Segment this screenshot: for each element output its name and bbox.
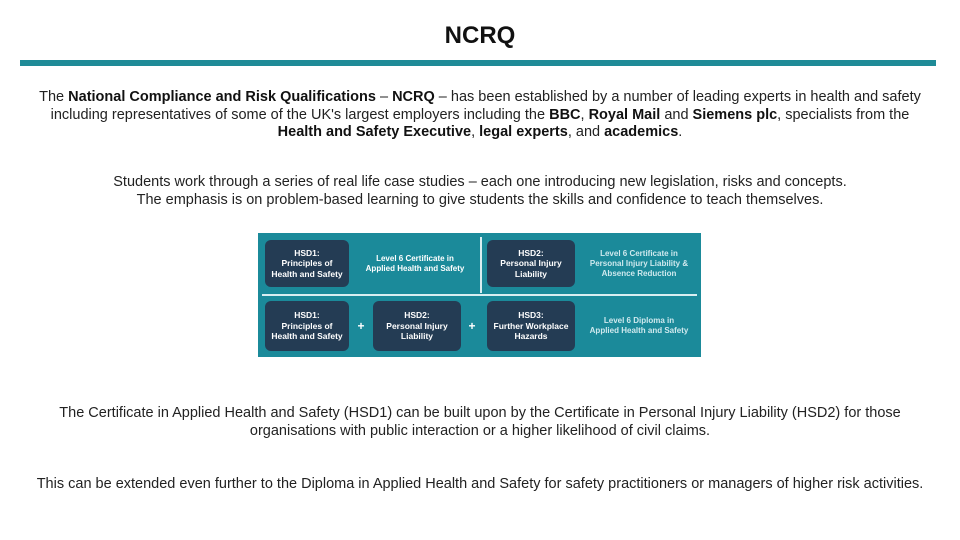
learning-paragraph: [30, 174, 930, 209]
module-box-hsd2: [487, 240, 575, 287]
certificate-label-personal-injury: [579, 240, 699, 287]
intro-bold-ncrq-full: National Compliance and Risk Qualifications: [68, 89, 376, 105]
module-title: Personal Injury: [386, 320, 448, 331]
module-code: HSD2:: [404, 310, 430, 321]
diagram-horizontal-divider: [262, 294, 697, 296]
plus-sign: +: [357, 319, 365, 333]
intro-text: , and: [567, 124, 605, 140]
intro-text: .: [678, 124, 683, 140]
diagram-vertical-divider: [480, 237, 482, 293]
module-title: Personal Injury: [500, 258, 562, 269]
module-code: HSD1:: [294, 310, 320, 321]
module-code: HSD3:: [518, 310, 544, 321]
page-title: NCRQ: [444, 22, 516, 49]
intro-text: ,: [580, 106, 589, 123]
intro-text: and: [660, 106, 693, 123]
intro-bold-ncrq: NCRQ: [392, 89, 435, 105]
module-box-hsd1: [265, 301, 349, 351]
learning-line: Students work through a series of real life case studies – each one introducing new legislation, risks and concepts.: [113, 174, 847, 190]
diploma-label: [579, 301, 699, 351]
module-title: Hazards: [514, 331, 548, 342]
module-code: HSD1:: [294, 247, 320, 258]
module-title: Liability: [400, 331, 434, 342]
module-code: HSD2:: [518, 247, 544, 258]
module-title: Further Workplace: [493, 320, 569, 331]
certificate-line: Absence Reduction: [601, 268, 677, 278]
module-box-hsd1: [265, 240, 349, 287]
certificate-label-applied: [355, 240, 475, 287]
plus-sign: +: [468, 319, 476, 333]
diploma-line: Applied Health and Safety: [589, 326, 689, 335]
module-title: Principles of: [281, 258, 333, 269]
intro-text: – has been established by a number of leading experts in health and safety including representatives of some of the UK's largest employers including the: [50, 89, 921, 123]
intro-text: , specialists from the: [777, 106, 910, 123]
intro-text: The: [39, 89, 69, 105]
intro-bold-siemens: Siemens plc: [692, 106, 778, 123]
certificate-line: Level 6 Certificate in: [600, 248, 678, 258]
certificate-line: Applied Health and Safety: [365, 263, 465, 273]
certificate-line: Level 6 Certificate in: [376, 253, 454, 263]
qualification-diagram: [258, 233, 701, 357]
module-title: Principles of: [281, 320, 333, 331]
intro-bold-legal: legal experts: [479, 124, 568, 140]
certificate-paragraph: The Certificate in Applied Health and Safety (HSD1) can be built upon by the Certificate in Personal Injury Liability (HSD2) for those organisations with public interaction or a higher likelihood of civil claims.: [59, 405, 901, 439]
module-title: Liability: [514, 268, 548, 279]
intro-text: –: [375, 89, 393, 105]
module-box-hsd3: [487, 301, 575, 351]
intro-bold-bbc: BBC: [549, 106, 581, 123]
diploma-paragraph: This can be extended even further to the Diploma in Applied Health and Safety for safety practitioners or managers of higher risk activities.: [36, 476, 924, 492]
intro-bold-academics: academics: [604, 124, 679, 140]
intro-text: ,: [471, 124, 480, 140]
module-box-hsd2: [373, 301, 461, 351]
learning-line: The emphasis is on problem-based learning to give students the skills and confidence to teach themselves.: [136, 191, 824, 208]
diploma-line: Level 6 Diploma in: [603, 316, 675, 325]
intro-bold-royal-mail: Royal Mail: [588, 106, 661, 123]
intro-paragraph: [30, 89, 930, 142]
title-divider: [20, 60, 936, 66]
certificate-line: Personal Injury Liability &: [589, 258, 689, 268]
module-title: Health and Safety: [271, 268, 343, 279]
module-title: Health and Safety: [271, 331, 343, 342]
intro-bold-hse: Health and Safety Executive: [277, 124, 472, 140]
